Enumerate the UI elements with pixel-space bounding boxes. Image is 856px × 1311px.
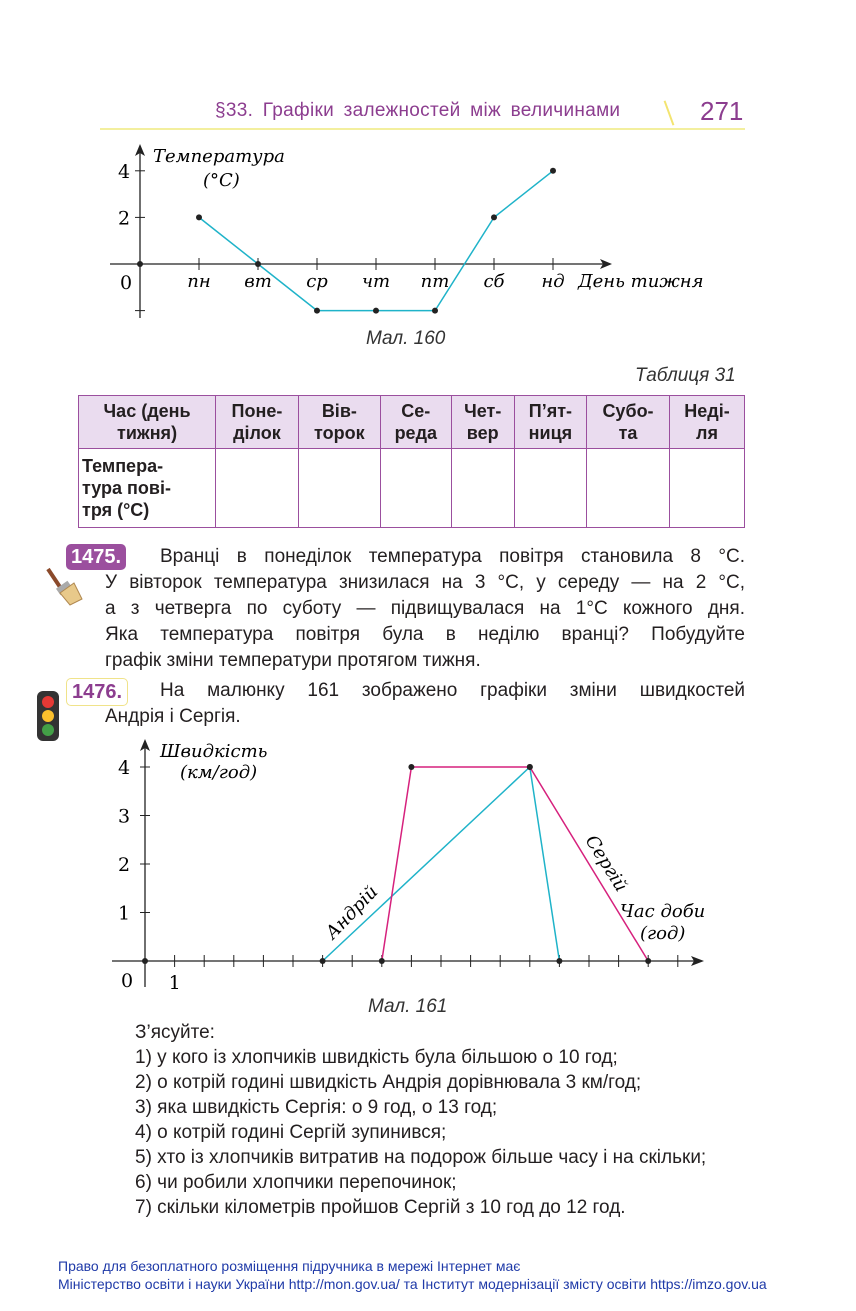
temperature-table — [78, 395, 745, 528]
table-cell — [380, 449, 451, 528]
table-header-cell — [216, 396, 299, 449]
table-header-cell — [514, 396, 586, 449]
table-row — [79, 449, 745, 528]
data-point — [373, 308, 379, 314]
task-item: 1) у кого із хлопчиків швидкість була більшою о 10 год; — [135, 1047, 618, 1068]
header-cell-text: реда — [394, 423, 438, 443]
problem-number-1475: 1475. — [66, 544, 126, 570]
temperature-chart — [0, 140, 856, 335]
series-line-0 — [323, 767, 560, 961]
data-point — [550, 168, 556, 174]
problem-text-line: Яка температура повітря була в неділю вранці? Побудуйте — [105, 624, 745, 645]
header-cell-text: Субо- — [602, 401, 654, 421]
data-point — [556, 958, 562, 964]
header-cell-text: торок — [314, 423, 365, 443]
x-tick-label-1: вт — [244, 271, 272, 292]
table-row-label — [79, 449, 216, 528]
table-cell — [298, 449, 380, 528]
header-cell-text: та — [618, 423, 638, 443]
table-cell — [670, 449, 745, 528]
task-item: 7) скільки кілометрів пройшов Сергій з 10 год до 12 год. — [135, 1197, 626, 1218]
y-axis-unit: (км/год) — [180, 762, 258, 783]
table-header-cell — [586, 396, 669, 449]
task-item: 3) яка швидкість Сергія: о 9 год, о 13 год; — [135, 1097, 498, 1118]
figure-caption-160: Мал. 160 — [366, 328, 446, 349]
header-cell-text: Се- — [401, 401, 431, 421]
header-cell-text: вер — [466, 423, 499, 443]
x-axis-label: День тижня — [578, 271, 704, 292]
y-axis-label: Температура — [153, 146, 285, 167]
y-tick-label: 4 — [118, 757, 131, 779]
data-point — [645, 958, 651, 964]
x-axis-unit: (год) — [640, 923, 686, 944]
table-cell — [216, 449, 299, 528]
table-cell — [586, 449, 669, 528]
x-tick-label: 1 — [168, 972, 181, 994]
problem-text-line: Андрія і Сергія. — [105, 706, 241, 727]
origin-label: 0 — [121, 970, 134, 992]
header-cell-text: П’ят- — [528, 401, 573, 421]
table-header-cell — [298, 396, 380, 449]
origin-label: 0 — [120, 272, 133, 294]
data-point — [491, 214, 497, 220]
table-cell — [514, 449, 586, 528]
footer-line-1: Право для безоплатного розміщення підручника в мережі Інтернет має — [58, 1258, 521, 1274]
table-header-cell — [670, 396, 745, 449]
problem-text-line: На малюнку 161 зображено графіки зміни швидкостей — [160, 680, 745, 701]
problem-text-line: У вівторок температура знизилася на 3 °С, у середу — на 2 °С, — [105, 572, 745, 593]
x-tick-label-2: ср — [306, 271, 328, 292]
row-label-text: тря (°С) — [82, 500, 150, 520]
origin-point — [137, 261, 143, 267]
header-divider — [664, 100, 675, 125]
y-tick-label: 1 — [118, 902, 131, 925]
row-label-text: тура пові- — [82, 478, 171, 498]
x-tick-label-3: чт — [361, 271, 391, 292]
y-axis-unit: (°С) — [203, 170, 240, 191]
x-tick-label-6: нд — [541, 271, 565, 292]
y-tick-label: 3 — [118, 805, 131, 828]
table-title: Таблиця 31 — [635, 365, 736, 386]
problem-text-line: графік зміни температури протягом тижня. — [105, 650, 481, 671]
row-label-text: Темпера- — [82, 456, 164, 476]
header-rule — [100, 128, 745, 130]
task-item: 6) чи робили хлопчики перепочинок; — [135, 1172, 457, 1193]
y-tick-label: 4 — [118, 160, 131, 183]
problem-text-line: Вранці в понеділок температура повітря становила 8 °С. — [160, 546, 745, 567]
data-point — [379, 958, 385, 964]
series-label-serhii: Сергій — [580, 831, 632, 896]
problem-number-1476: 1476. — [66, 678, 128, 706]
table-cell — [451, 449, 514, 528]
paintbrush-icon — [40, 565, 84, 609]
header-cell-text: Час (день — [103, 401, 191, 421]
header-cell-text: Неді- — [684, 401, 730, 421]
data-point — [196, 214, 202, 220]
origin-point — [142, 958, 148, 964]
data-point — [314, 308, 320, 314]
task-item: 2) о котрій годині швидкість Андрія дорівнювала 3 км/год; — [135, 1072, 642, 1093]
y-tick-label: 2 — [118, 207, 131, 230]
task-item: 5) хто із хлопчиків витратив на подорож більше часу і на скільки; — [135, 1147, 707, 1168]
table-header-cell — [79, 396, 216, 449]
header-cell-text: Вів- — [321, 401, 357, 421]
tasks-intro: З’ясуйте: — [135, 1022, 215, 1043]
problem-text-line: а з четверга по суботу — підвищувалася на 1°С кожного дня. — [105, 598, 745, 619]
header-cell-text: тижня) — [117, 423, 178, 443]
header-cell-text: ля — [696, 423, 718, 443]
y-axis-label: Швидкість — [160, 741, 268, 762]
section-title: §33. Графіки залежностей між величинами — [215, 100, 621, 121]
table-header-cell — [451, 396, 514, 449]
task-item: 4) о котрій годині Сергій зупинився; — [135, 1122, 447, 1143]
header-cell-text: Поне- — [231, 401, 283, 421]
table-header-row — [79, 396, 745, 449]
data-point — [255, 261, 261, 267]
header-cell-text: ниця — [528, 423, 573, 443]
series-label-andrii: Андрій — [321, 881, 383, 944]
x-tick-label-5: сб — [483, 271, 505, 292]
page-number: 271 — [700, 96, 744, 126]
data-point — [408, 764, 414, 770]
header-cell-text: ділок — [233, 423, 281, 443]
data-point — [432, 308, 438, 314]
header-cell-text: Чет- — [464, 401, 502, 421]
x-axis-label: Час доби — [620, 901, 706, 922]
data-point — [320, 958, 326, 964]
x-tick-label-4: пт — [420, 271, 450, 292]
figure-caption-161: Мал. 161 — [368, 996, 448, 1017]
y-tick-label: 2 — [118, 854, 131, 876]
table-header-cell — [380, 396, 451, 449]
speed-chart — [0, 735, 856, 995]
footer-line-2: Міністерство освіти і науки України http://mon.gov.ua/ та Інститут модернізації змісту освіти https://imzo.gov.ua — [58, 1276, 767, 1292]
x-tick-label-0: пн — [187, 271, 211, 292]
data-point — [527, 764, 533, 770]
